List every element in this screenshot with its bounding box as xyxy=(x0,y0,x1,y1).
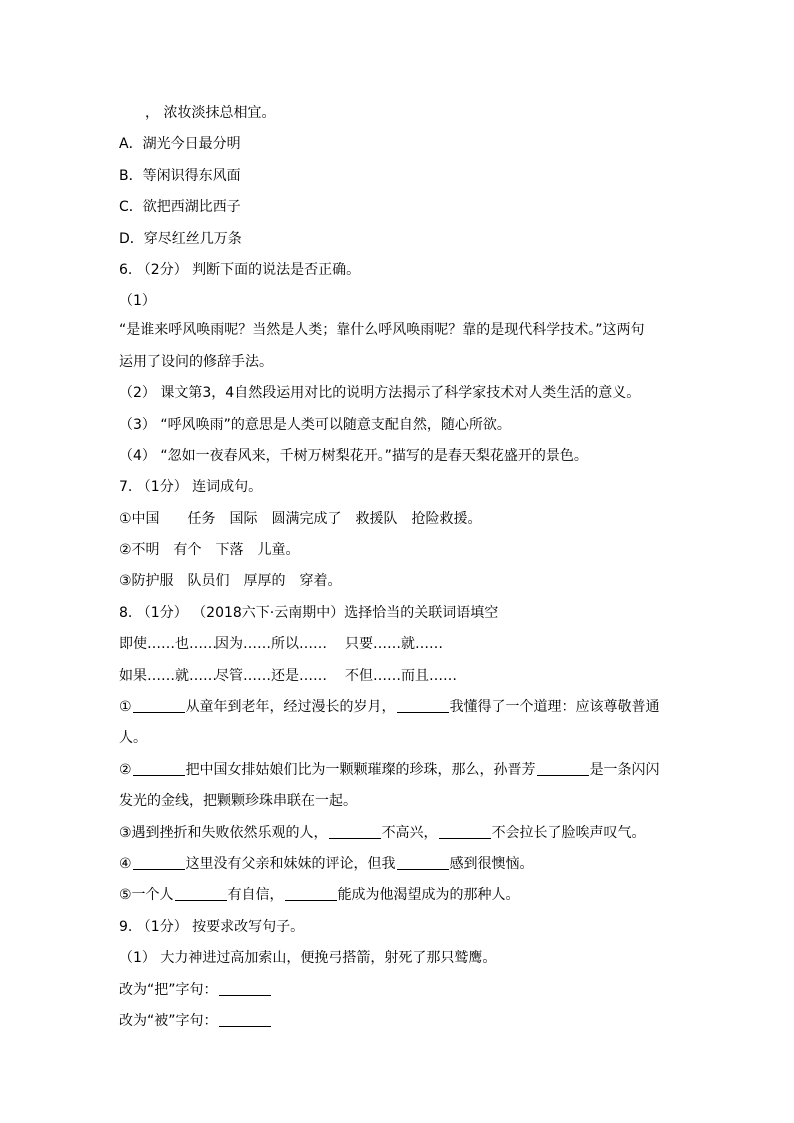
q6-item1-line1: “是谁来呼风唤雨呢？当然是人类；靠什么呼风唤雨呢？靠的是现代科学技术。”这两句 xyxy=(119,322,645,339)
answer-blank[interactable] xyxy=(133,698,185,713)
exam-page xyxy=(119,102,679,1041)
q6-item2: （2） 课文第3，4自然段运用对比的说明方法揭示了科学家技术对人类生活的意义。 xyxy=(119,385,641,402)
q6-header: 6. （2分） 判断下面的说法是否正确。 xyxy=(119,261,361,278)
answer-blank[interactable] xyxy=(133,855,185,870)
q5-option-b[interactable]: B．等闲识得东风面 xyxy=(119,167,241,184)
q5-option-c[interactable]: C．欲把西湖比西子 xyxy=(119,199,241,216)
q9-item1: （1） 大力神进过高加索山，便挽弓搭箭，射死了那只鹫鹰。 xyxy=(119,950,497,967)
q9-bei-sentence: 改为“被”字句： xyxy=(119,1010,679,1041)
answer-blank[interactable] xyxy=(175,886,227,901)
q5-stem-tail: ， 浓妆淡抹总相宜。 xyxy=(145,105,276,121)
q6-item1-line2: 运用了设问的修辞手法。 xyxy=(119,353,273,370)
q6-item1-num: （1） xyxy=(119,293,156,310)
answer-blank[interactable] xyxy=(219,1012,271,1027)
q8-sentence2: ② 把中国女排姑娘们比为一颗颗璀璨的珍珠，那么，孙晋芳 是一条闪闪 xyxy=(119,761,660,778)
q9-header: 9. （1分） 按要求改写句子。 xyxy=(119,918,305,935)
q8-sentence4: ④ 这里没有父亲和妹妹的评论，但我 感到很懊恼。 xyxy=(119,855,534,872)
q8-sentence3: ③遇到挫折和失败依然乐观的人， 不高兴， 不会拉长了脸唉声叹气。 xyxy=(119,824,646,841)
answer-blank[interactable] xyxy=(439,824,491,839)
q7-item2: ②不明 有个 下落 儿童。 xyxy=(119,542,300,559)
q5-option-a[interactable]: A．湖光今日最分明 xyxy=(119,136,241,153)
answer-blank[interactable] xyxy=(397,855,449,870)
q7-header: 7. （1分） 连词成句。 xyxy=(119,479,263,496)
answer-blank[interactable] xyxy=(219,981,271,996)
q8-connectors-row1: 即使……也……因为……所以…… 只要……就…… xyxy=(119,636,443,653)
answer-blank[interactable] xyxy=(285,886,337,901)
q6-item4: （4） “忽如一夜春风来，千树万树梨花开。”描写的是春天梨花盛开的景色。 xyxy=(119,447,588,464)
q8-sentence1: ① 从童年到老年，经过漫长的岁月， 我懂得了一个道理：应该尊敬普通 xyxy=(119,699,660,716)
answer-blank[interactable] xyxy=(329,824,381,839)
answer-blank[interactable] xyxy=(133,761,185,776)
q7-item3: ③防护服 队员们 厚厚的 穿着。 xyxy=(119,573,342,590)
q8-header: 8. （1分） （2018六下·云南期中）选择恰当的关联词语填空 xyxy=(119,604,499,621)
q5-option-d[interactable]: D．穿尽红丝几万条 xyxy=(119,230,242,247)
q8-sentence5: ⑤一个人 有自信， 能成为他渴望成为的那种人。 xyxy=(119,887,520,904)
q8-sentence1-cont: 人。 xyxy=(119,730,147,747)
q8-connectors-row2: 如果……就……尽管……还是…… 不但……而且…… xyxy=(119,667,457,684)
answer-blank[interactable] xyxy=(537,761,589,776)
answer-blank[interactable] xyxy=(397,698,449,713)
q6-item3: （3） “呼风唤雨”的意思是人类可以随意支配自然，随心所欲。 xyxy=(119,416,511,433)
q7-item1: ①中国 任务 国际 圆满完成了 救援队 抢险救援。 xyxy=(119,510,482,527)
q9-ba-sentence: 改为“把”字句： xyxy=(119,979,679,1010)
q8-sentence2-cont: 发光的金线，把颗颗珍珠串联在一起。 xyxy=(119,793,357,810)
